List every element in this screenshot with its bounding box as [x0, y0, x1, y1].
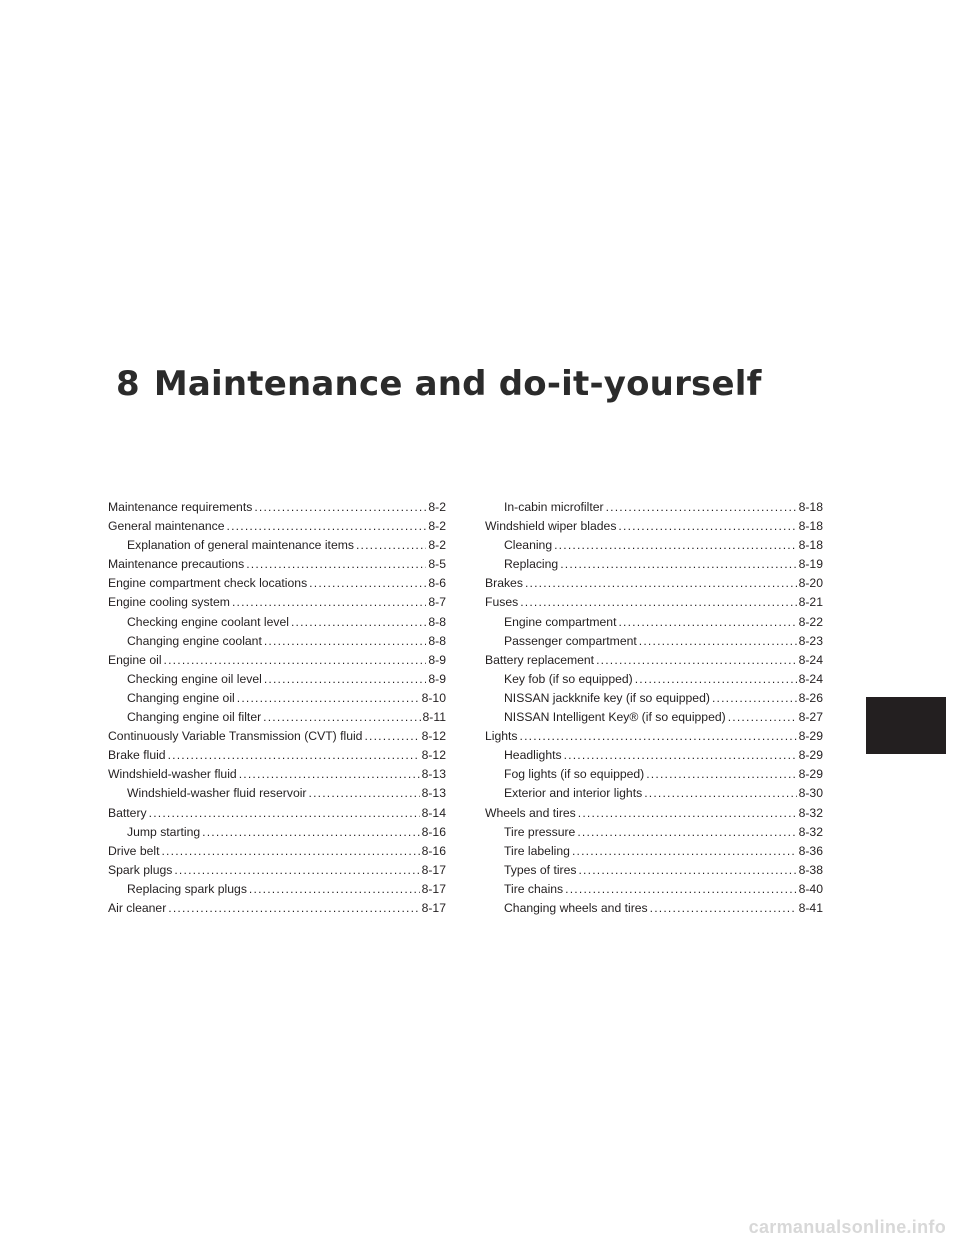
toc-entry[interactable]	[108, 574, 446, 593]
toc-dot-leader	[291, 613, 426, 632]
toc-entry[interactable]	[485, 632, 823, 651]
toc-entry-page: 8-36	[798, 843, 823, 858]
toc-entry-label: Replacing	[504, 557, 559, 572]
toc-entry-page: 8-13	[421, 786, 446, 801]
toc-entry[interactable]	[108, 613, 446, 632]
toc-dot-leader	[596, 651, 797, 670]
toc-dot-leader	[246, 555, 426, 574]
toc-entry[interactable]	[108, 708, 446, 727]
toc-entry-label: Windshield-washer fluid	[108, 767, 237, 782]
toc-entry-label: Maintenance precautions	[108, 557, 245, 572]
toc-dot-leader	[618, 517, 796, 536]
toc-entry[interactable]	[108, 842, 446, 861]
toc-entry[interactable]	[485, 880, 823, 899]
toc-entry-label: Air cleaner	[108, 900, 167, 915]
toc-entry-page: 8-9	[428, 671, 446, 686]
toc-dot-leader	[644, 784, 796, 803]
toc-entry-page: 8-18	[798, 500, 823, 514]
toc-entry-label: Brake fluid	[108, 748, 166, 763]
toc-entry-page: 8-8	[428, 614, 446, 629]
toc-entry-page: 8-26	[798, 690, 823, 705]
toc-entry-label: NISSAN jackknife key (if so equipped)	[504, 690, 710, 705]
toc-entry[interactable]	[108, 880, 446, 899]
toc-entry-label: Brakes	[485, 576, 523, 591]
toc-entry-page: 8-16	[421, 824, 446, 839]
toc-dot-leader	[577, 823, 796, 842]
toc-entry-label: Engine compartment check locations	[108, 576, 308, 591]
toc-entry[interactable]	[108, 861, 446, 880]
toc-entry-label: Windshield wiper blades	[485, 519, 617, 534]
toc-entry-page: 8-27	[798, 710, 823, 725]
toc-entry-label: Checking engine coolant level	[127, 614, 289, 629]
toc-entry-label: Drive belt	[108, 843, 160, 858]
toc-entry[interactable]	[485, 536, 823, 555]
toc-entry-page: 8-30	[798, 786, 823, 801]
toc-entry-label: Wheels and tires	[485, 805, 576, 820]
toc-entry[interactable]	[108, 784, 446, 803]
toc-entry-label: Changing wheels and tires	[504, 900, 648, 915]
toc-entry[interactable]	[485, 651, 823, 670]
toc-dot-leader	[554, 536, 796, 555]
toc-entry-label: Lights	[485, 729, 518, 744]
toc-entry[interactable]	[485, 574, 823, 593]
toc-entry-label: In-cabin microfilter	[504, 500, 604, 514]
toc-dot-leader	[254, 498, 426, 517]
watermark: carmanualsonline.info	[748, 1217, 946, 1237]
toc-entry[interactable]	[108, 536, 446, 555]
toc-entry-page: 8-23	[798, 633, 823, 648]
toc-dot-leader	[578, 804, 797, 823]
toc-dot-leader	[237, 689, 420, 708]
toc-entry-page: 8-5	[428, 557, 446, 572]
toc-entry-label: Fog lights (if so equipped)	[504, 767, 645, 782]
toc-entry-label: Checking engine oil level	[127, 671, 262, 686]
toc-entry-page: 8-14	[421, 805, 446, 820]
toc-entry-page: 8-7	[428, 595, 446, 610]
chapter-title	[116, 364, 762, 404]
toc-dot-leader	[650, 899, 797, 918]
toc-entry-page: 8-16	[421, 843, 446, 858]
toc-entry[interactable]	[108, 498, 446, 517]
toc-dot-leader	[249, 880, 420, 899]
toc-entry-page: 8-29	[798, 748, 823, 763]
toc-entry-page: 8-29	[798, 767, 823, 782]
toc-entry[interactable]	[108, 632, 446, 651]
toc-dot-leader	[564, 746, 797, 765]
toc-entry[interactable]	[485, 593, 823, 612]
toc-dot-leader	[309, 574, 426, 593]
toc-dot-leader	[635, 670, 797, 689]
toc-entry-page: 8-22	[798, 614, 823, 629]
toc-entry-page: 8-32	[798, 824, 823, 839]
toc-entry[interactable]	[108, 804, 446, 823]
toc-entry[interactable]	[108, 555, 446, 574]
toc-entry-page: 8-19	[798, 557, 823, 572]
toc-entry-page: 8-32	[798, 805, 823, 820]
toc-dot-leader	[174, 861, 419, 880]
toc-entry-page: 8-8	[428, 633, 446, 648]
chapter-title-text: Maintenance and do-it-yourself	[153, 364, 762, 404]
toc-entry[interactable]	[485, 689, 823, 708]
toc-entry[interactable]	[485, 823, 823, 842]
toc-dot-leader	[202, 823, 419, 842]
toc-dot-leader	[565, 880, 796, 899]
toc-entry-page: 8-24	[798, 671, 823, 686]
toc-entry[interactable]	[108, 899, 446, 918]
toc-entry[interactable]	[485, 708, 823, 727]
toc-entry-page: 8-2	[428, 538, 446, 553]
toc-entry-page: 8-2	[428, 500, 446, 514]
toc-entry-page: 8-12	[421, 729, 446, 744]
toc-entry-label: Exterior and interior lights	[504, 786, 643, 801]
toc-entry[interactable]	[485, 861, 823, 880]
toc-entry[interactable]	[485, 670, 823, 689]
toc-entry-page: 8-41	[798, 900, 823, 915]
toc-entry[interactable]	[485, 727, 823, 746]
toc-entry[interactable]	[108, 670, 446, 689]
toc-entry-label: Types of tires	[504, 862, 577, 877]
toc-entry-page: 8-11	[422, 710, 446, 725]
toc-dot-leader	[364, 727, 419, 746]
toc-dot-leader	[639, 632, 797, 651]
toc-entry-label: Engine oil	[108, 652, 162, 667]
toc-dot-leader	[263, 708, 420, 727]
chapter-tab	[866, 697, 946, 754]
toc-entry-label: Explanation of general maintenance items	[127, 538, 354, 553]
toc-entry-label: NISSAN Intelligent Key® (if so equipped)	[504, 710, 726, 725]
toc-dot-leader	[264, 632, 427, 651]
toc-entry-label: Tire chains	[504, 881, 564, 896]
toc-dot-leader	[264, 670, 427, 689]
toc-entry-label: Battery replacement	[485, 652, 595, 667]
toc-entry-page: 8-17	[421, 862, 446, 877]
toc-entry-page: 8-20	[798, 576, 823, 591]
toc-dot-leader	[525, 574, 797, 593]
toc-entry[interactable]	[485, 899, 823, 918]
toc-dot-leader	[572, 842, 797, 861]
toc-entry[interactable]	[108, 746, 446, 765]
toc-entry[interactable]	[485, 498, 823, 517]
toc-right-column	[485, 498, 823, 918]
toc-entry-label: Passenger compartment	[504, 633, 637, 648]
toc-entry-label: Engine compartment	[504, 614, 617, 629]
toc-dot-leader	[168, 746, 420, 765]
toc-dot-leader	[712, 689, 797, 708]
toc-entry-page: 8-17	[421, 881, 446, 896]
toc-entry-page: 8-17	[421, 900, 446, 915]
toc-dot-leader	[164, 651, 427, 670]
toc-entry-label: Windshield-washer fluid reservoir	[127, 786, 307, 801]
toc-entry-page: 8-10	[421, 690, 446, 705]
toc-dot-leader	[520, 593, 796, 612]
toc-entry[interactable]	[108, 727, 446, 746]
toc-dot-leader	[149, 804, 420, 823]
toc-entry-page: 8-29	[798, 729, 823, 744]
toc-dot-leader	[520, 727, 797, 746]
toc-entry-label: Jump starting	[127, 824, 201, 839]
toc-entry-label: Engine cooling system	[108, 595, 230, 610]
toc-left-column	[108, 498, 446, 918]
toc-entry-label: Cleaning	[504, 538, 553, 553]
toc-entry-page: 8-38	[798, 862, 823, 877]
toc-entry-label: Replacing spark plugs	[127, 881, 247, 896]
toc-entry-label: Tire pressure	[504, 824, 576, 839]
toc-entry-page: 8-6	[428, 576, 446, 591]
toc-entry-page: 8-21	[798, 595, 823, 610]
toc-entry[interactable]	[108, 651, 446, 670]
toc-entry-label: Headlights	[504, 748, 562, 763]
toc-dot-leader	[618, 613, 796, 632]
toc-dot-leader	[232, 593, 426, 612]
toc-entry-label: Battery	[108, 805, 147, 820]
toc-dot-leader	[606, 498, 797, 517]
toc-dot-leader	[227, 517, 427, 536]
toc-entry[interactable]	[485, 842, 823, 861]
toc-entry-label: Spark plugs	[108, 862, 173, 877]
toc-entry-label: Tire labeling	[504, 843, 570, 858]
toc-entry[interactable]	[108, 517, 446, 536]
toc-entry-page: 8-18	[798, 538, 823, 553]
toc-dot-leader	[356, 536, 426, 555]
toc-dot-leader	[578, 861, 796, 880]
toc-entry-label: Changing engine coolant	[127, 633, 262, 648]
toc-entry[interactable]	[485, 765, 823, 784]
toc-dot-leader	[560, 555, 796, 574]
toc-entry-label: Key fob (if so equipped)	[504, 671, 633, 686]
toc-entry[interactable]	[108, 765, 446, 784]
toc-entry[interactable]	[485, 746, 823, 765]
toc-dot-leader	[309, 784, 420, 803]
toc-entry-page: 8-9	[428, 652, 446, 667]
chapter-number: 8	[116, 364, 140, 404]
toc-entry[interactable]	[108, 593, 446, 612]
toc-entry-label: Changing engine oil	[127, 690, 235, 705]
toc-entry[interactable]	[485, 784, 823, 803]
toc-entry[interactable]	[485, 613, 823, 632]
toc-dot-leader	[728, 708, 797, 727]
toc-entry-label: Maintenance requirements	[108, 500, 253, 514]
toc-entry[interactable]	[485, 804, 823, 823]
toc-entry-label: Changing engine oil filter	[127, 710, 262, 725]
toc-entry-page: 8-40	[798, 881, 823, 896]
toc-entry[interactable]	[108, 689, 446, 708]
toc-dot-leader	[646, 765, 796, 784]
toc-entry-page: 8-24	[798, 652, 823, 667]
toc-dot-leader	[239, 765, 420, 784]
toc-entry-page: 8-2	[428, 519, 446, 534]
toc-entry-label: Continuously Variable Transmission (CVT) fluid	[108, 729, 363, 744]
toc-dot-leader	[161, 842, 419, 861]
toc-dot-leader	[168, 899, 419, 918]
toc-entry[interactable]	[108, 823, 446, 842]
toc-entry-page: 8-18	[798, 519, 823, 534]
toc-entry-page: 8-12	[421, 748, 446, 763]
toc-entry-label: General maintenance	[108, 519, 225, 534]
toc-entry-label: Fuses	[485, 595, 519, 610]
toc-entry-page: 8-13	[421, 767, 446, 782]
toc-entry[interactable]	[485, 517, 823, 536]
toc-entry[interactable]	[485, 555, 823, 574]
